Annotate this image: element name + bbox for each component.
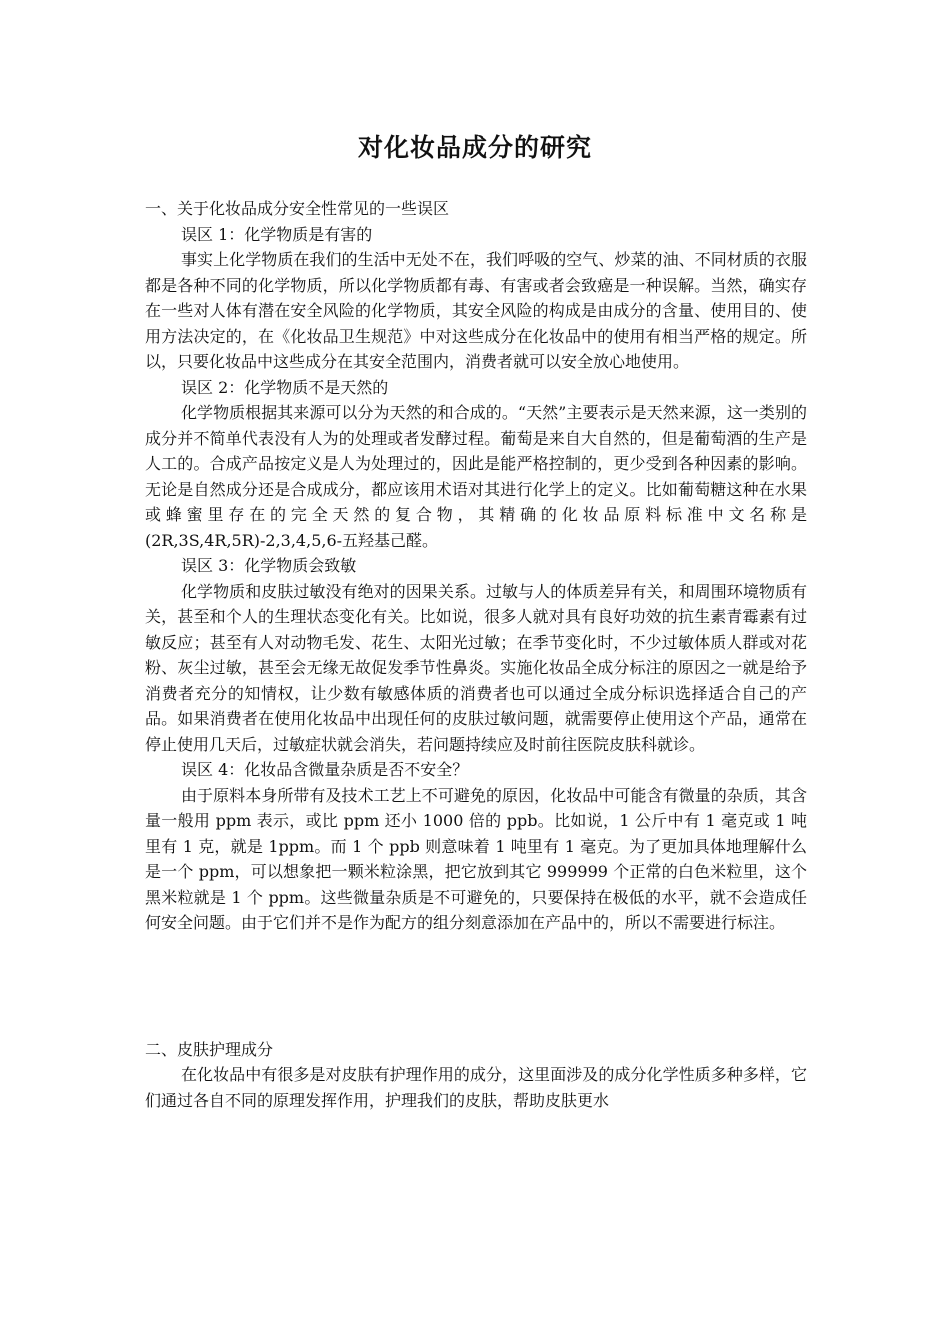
myth-3-title: 误区 3：化学物质会致敏: [181, 556, 357, 575]
myth-4-paragraph: 由于原料本身所带有及技术工艺上不可避免的原因，化妆品中可能含有微量的杂质，其含量一般用 ppm 表示，或比 ppm 还小 1000 倍的 ppb。比如说，1 公斤中有 1 毫克或 1 吨里有 1 克，就是 1ppm。而 1 个 ppb 则意味着 1 吨里有 1 毫克。为了更加具体地理解什么是一个 ppm，可以想象把一颗米粒涂黑，把它放到其它 999999 个正常的白色米粒里，这个黑米粒就是 1 个 ppm。这些微量杂质是不可避免的，只要保持在极低的水平，就不会造成任何安全问题。由于它们并不是作为配方的组分刻意添加在产品中的，所以不需要进行标注。: [145, 785, 807, 932]
myth-1-paragraph: 事实上化学物质在我们的生活中无处不在，我们呼吸的空气、炒菜的油、不同材质的衣服都是各种不同的化学物质，所以化学物质都有毒、有害或者会致癌是一种误解。当然，确实存在一些对人体有潜在安全风险的化学物质，其安全风险的构成是由成分的含量、使用目的、使用方法决定的，在《化妆品卫生规范》中对这些成分在化妆品中的使用有相当严格的规定。所以，只要化妆品中这些成分在其安全范围内，消费者就可以安全放心地使用。: [145, 250, 807, 371]
section-1-heading: 一、关于化妆品成分安全性常见的一些误区: [145, 199, 450, 218]
document-body: [145, 196, 807, 1113]
section-2-heading: 二、皮肤护理成分: [145, 1039, 274, 1059]
myth-2-title: 误区 2：化学物质不是天然的: [181, 377, 389, 397]
section-2-paragraph: 在化妆品中有很多是对皮肤有护理作用的成分，这里面涉及的成分化学性质多种多样，它们通过各自不同的原理发挥作用，护理我们的皮肤，帮助皮肤更水: [145, 1065, 807, 1110]
document-title: 对化妆品成分的研究: [357, 133, 592, 162]
myth-4-title: 误区 4：化妆品含微量杂质是否不安全？: [181, 760, 469, 779]
myth-3-paragraph: 化学物质和皮肤过敏没有绝对的因果关系。过敏与人的体质差异有关，和周围环境物质有关，甚至和个人的生理状态变化有关。比如说，很多人就对具有良好功效的抗生素青霉素有过敏反应；甚至有人对动物毛发、花生、太阳光过敏；在季节变化时，不少过敏体质人群或对花粉、灰尘过敏，甚至会无缘无故促发季节性鼻炎。实施化妆品全成分标注的原因之一就是给予消费者充分的知情权，让少数有敏感体质的消费者也可以通过全成分标识选择适合自己的产品。如果消费者在使用化妆品中出现任何的皮肤过敏问题，就需要停止使用这个产品，通常在停止使用几天后，过敏症状就会消失，若问题持续应及时前往医院皮肤科就诊。: [145, 581, 807, 754]
myth-1-title: 误区 1：化学物质是有害的: [181, 224, 373, 244]
myth-2-paragraph: 化学物质根据其来源可以分为天然的和合成的。“天然”主要表示是天然来源，这一类别的成分并不简单代表没有人为的处理或者发酵过程。葡萄是来自大自然的，但是葡萄酒的生产是人工的。合成产品按定义是人为处理过的，因此是能严格控制的，更少受到各种因素的影响。无论是自然成分还是合成成分，都应该用术语对其进行化学上的定义。比如葡萄糖这种在水果或蜂蜜里存在的完全天然的复合物，其精确的化妆品原料标准中文名称是 (2R,3S,4R,5R)-2,3,4,5,6-五羟基己醛。: [145, 403, 807, 550]
section-spacer: [145, 936, 807, 1037]
